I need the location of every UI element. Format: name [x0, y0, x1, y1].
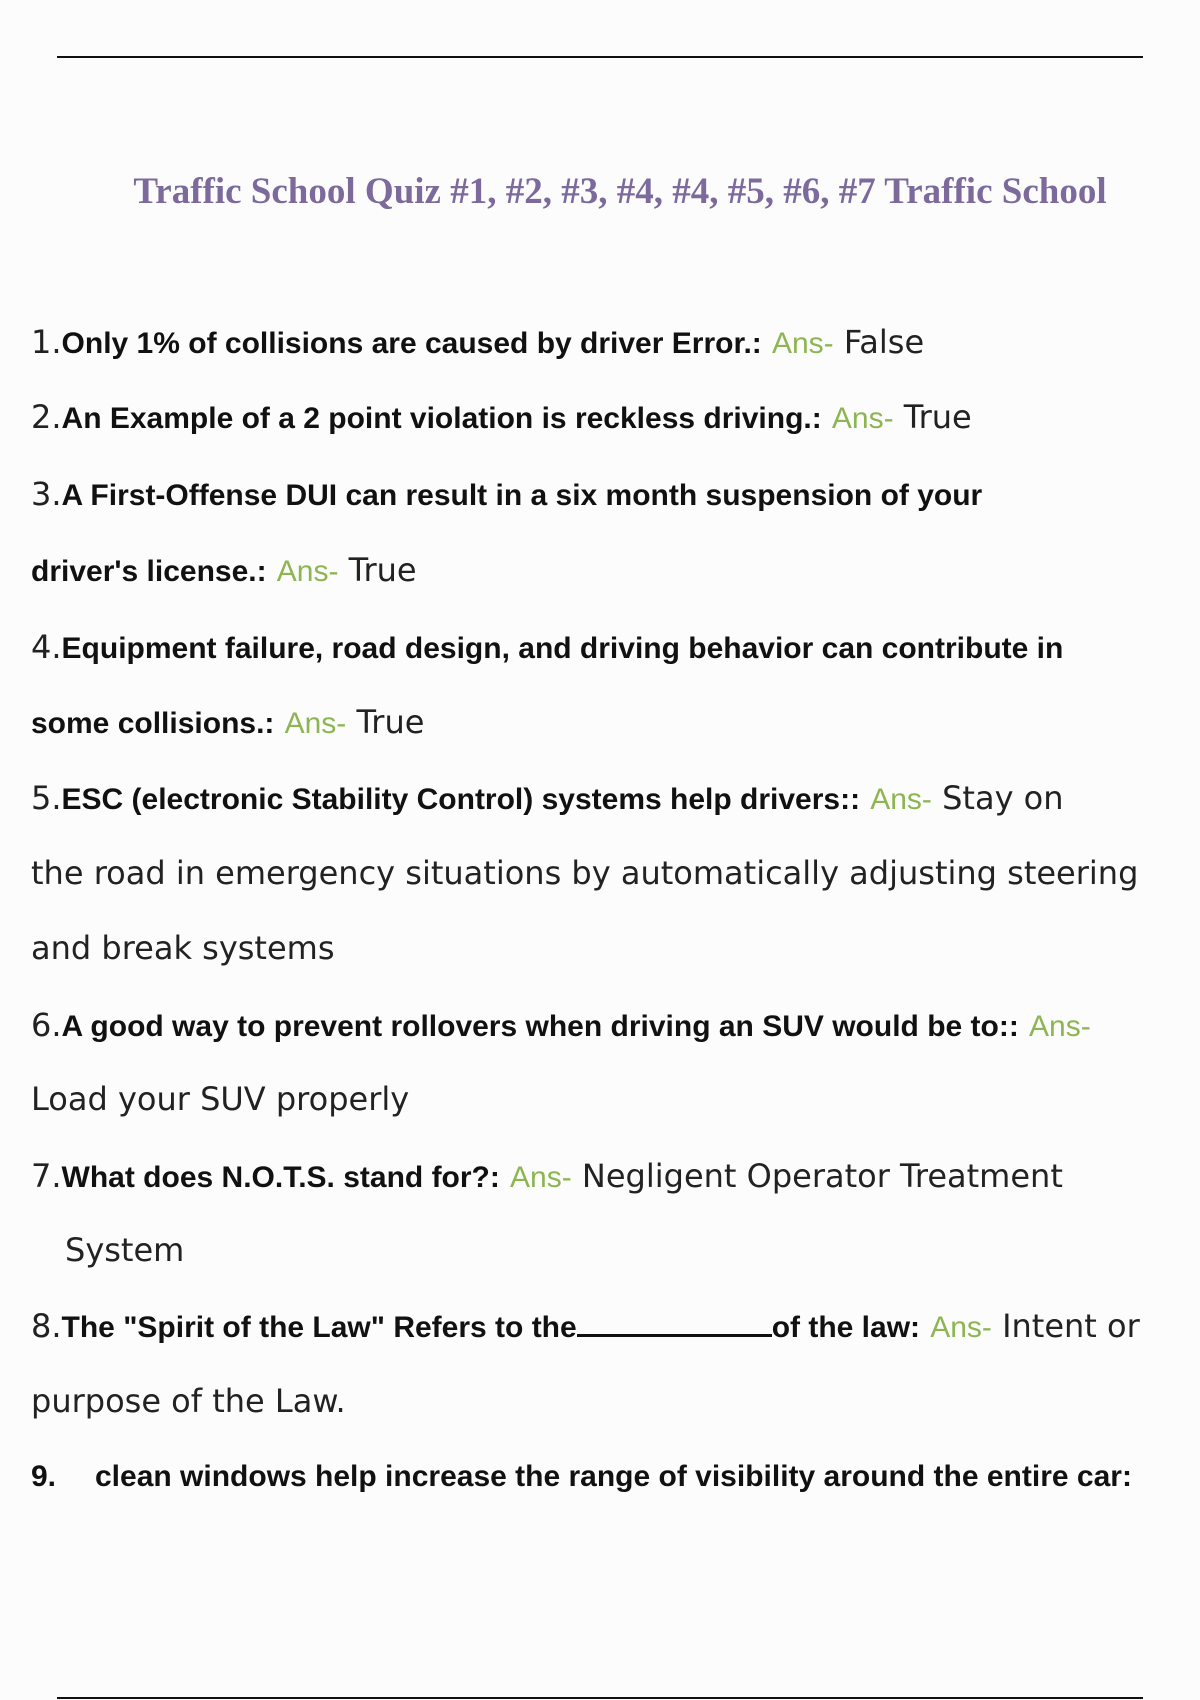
question-number: 7. [31, 1157, 62, 1195]
answer-text: Stay on [942, 779, 1064, 817]
answer-text: purpose of the Law. [31, 1382, 346, 1420]
ans-label: Ans- [870, 783, 932, 816]
question-3 [31, 472, 982, 516]
question-2 [31, 395, 972, 439]
question-text: driver's license.: [31, 555, 267, 588]
answer-5-continued [31, 851, 1138, 895]
document-title: Traffic School Quiz #1, #2, #3, #4, #4, #5, #6, #7 Traffic School [133, 171, 1107, 212]
ans-label: Ans- [284, 707, 347, 740]
question-text: clean windows help increase the range of visibility around the entire car: [95, 1460, 1132, 1493]
ans-label: Ans- [1029, 1010, 1091, 1043]
question-text: ESC (electronic Stability Control) systems help drivers:: [61, 783, 861, 816]
header-rule [57, 56, 1143, 58]
fill-in-blank [577, 1306, 772, 1337]
answer-text: System [65, 1231, 185, 1269]
question-text: Equipment failure, road design, and driving behavior can contribute in [61, 632, 1064, 665]
question-number: 1. [31, 323, 62, 361]
question-number: 5. [31, 779, 62, 817]
question-4-continued [31, 700, 424, 744]
question-number: 2. [31, 398, 62, 436]
answer-text: False [843, 323, 925, 361]
ans-label: Ans- [831, 402, 894, 435]
footer-rule [57, 1697, 1143, 1699]
question-6 [31, 1003, 1091, 1047]
question-number: 4. [31, 628, 62, 666]
answer-7-continued [65, 1228, 184, 1272]
question-text: An Example of a 2 point violation is reckless driving.: [61, 402, 822, 435]
question-7 [31, 1154, 1063, 1198]
question-number: 3. [31, 475, 62, 513]
ans-label: Ans- [930, 1311, 992, 1344]
question-number: 9. [31, 1460, 57, 1493]
question-3-continued [31, 548, 417, 592]
question-8 [31, 1304, 1140, 1348]
answer-text: Intent or [1002, 1307, 1140, 1345]
answer-text: True [356, 703, 425, 741]
question-text: some collisions.: [31, 707, 275, 740]
question-number: 6. [31, 1006, 62, 1044]
answer-5-continued-2 [31, 926, 335, 970]
question-text: What does N.O.T.S. stand for?: [61, 1161, 500, 1194]
question-text: Only 1% of collisions are caused by driver Error.: [61, 327, 762, 360]
question-number: 8. [31, 1307, 62, 1345]
question-text: A good way to prevent rollovers when driving an SUV would be to:: [61, 1010, 1019, 1043]
answer-text: Negligent Operator Treatment [581, 1157, 1063, 1195]
answer-8-continued [31, 1379, 346, 1423]
answer-text: Load your SUV properly [31, 1080, 410, 1118]
answer-text: True [903, 398, 972, 436]
question-text: A First-Offense DUI can result in a six month suspension of your [61, 479, 983, 512]
question-9 [31, 1455, 1132, 1499]
answer-text: and break systems [31, 929, 335, 967]
ans-label: Ans- [771, 327, 834, 360]
question-text: of the law: [771, 1311, 921, 1344]
answer-6-continued [31, 1077, 409, 1121]
ans-label: Ans- [510, 1161, 572, 1194]
question-text: The "Spirit of the Law" Refers to the [61, 1311, 577, 1344]
answer-text: True [348, 551, 417, 589]
question-5 [31, 776, 1064, 820]
ans-label: Ans- [276, 555, 339, 588]
question-4 [31, 625, 1063, 669]
question-1 [31, 320, 924, 364]
answer-text: the road in emergency situations by automatically adjusting steering [31, 854, 1139, 892]
